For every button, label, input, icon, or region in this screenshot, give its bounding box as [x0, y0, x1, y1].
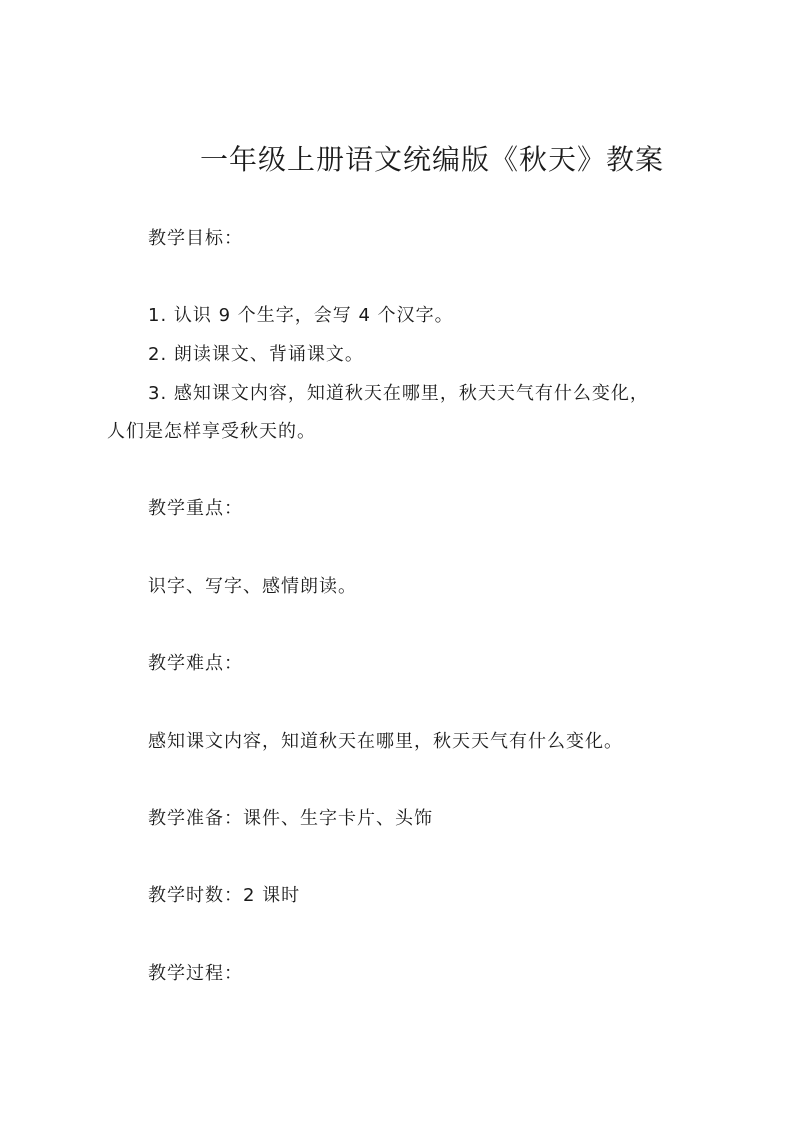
objective-item-1: 1. 认识 9 个生字，会写 4 个汉字。 — [148, 305, 454, 326]
key-points-text: 识字、写字、感情朗读。 — [148, 576, 357, 597]
objective-item-3-continuation: 人们是怎样享受秋天的。 — [107, 421, 316, 442]
teaching-hours-line: 教学时数：2 课时 — [148, 885, 301, 906]
preparation-line: 教学准备：课件、生字卡片、头饰 — [148, 808, 433, 829]
key-points-heading: 教学重点： — [148, 498, 243, 519]
objective-item-2: 2. 朗读课文、背诵课文。 — [148, 344, 364, 365]
difficulties-text: 感知课文内容，知道秋天在哪里，秋天天气有什么变化。 — [148, 731, 623, 752]
difficulties-heading: 教学难点： — [148, 653, 243, 674]
objectives-heading: 教学目标： — [148, 228, 243, 249]
page-title: 一年级上册语文统编版《秋天》教案 — [200, 143, 665, 176]
process-heading: 教学过程： — [148, 963, 243, 984]
objective-item-3: 3. 感知课文内容，知道秋天在哪里，秋天天气有什么变化， — [148, 383, 649, 404]
